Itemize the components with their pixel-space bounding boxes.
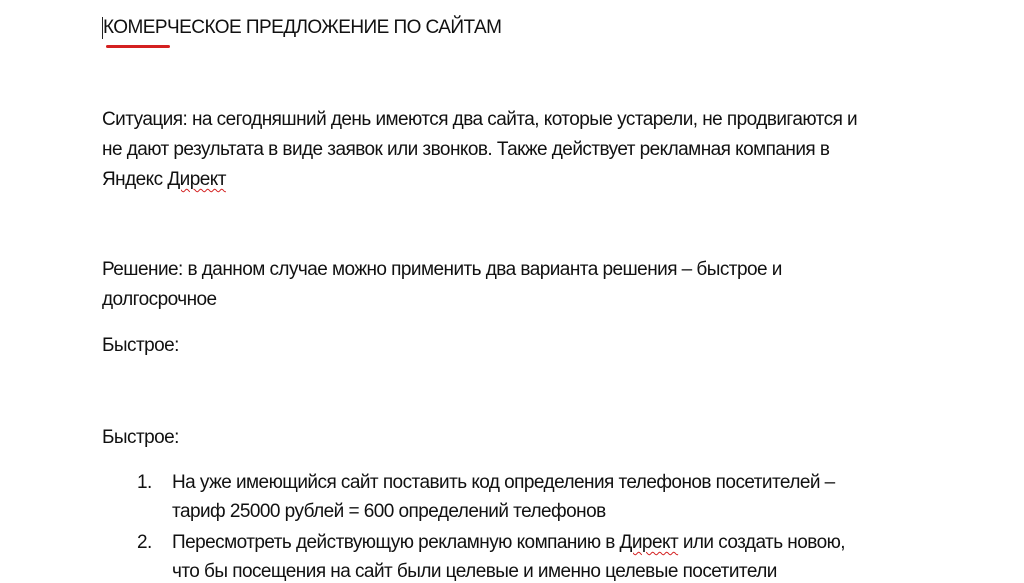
document-title: КОМЕРЧЕСКОЕ ПРЕДЛОЖЕНИЕ ПО САЙТАМ (103, 17, 502, 38)
situation-line-3 (102, 169, 226, 191)
heading-fast: Быстрое: (102, 335, 179, 356)
misspelled-word[interactable]: Директ (619, 532, 679, 553)
list-item-line-1 (172, 532, 845, 554)
misspelled-word[interactable]: Директ (167, 169, 226, 190)
situation-line-3-prefix: Яндекс (102, 169, 168, 190)
solution-line-2: долгосрочное (102, 289, 217, 310)
list-number: 2. (137, 532, 152, 553)
heading-fast-2: Быстрое: (102, 427, 179, 448)
list-item-line-1: На уже имеющийся сайт поставить код определения телефонов посетителей – (172, 472, 835, 493)
situation-line-2: не дают результата в виде заявок или звонков. Также действует рекламная компания в (102, 139, 830, 160)
list-number: 1. (137, 472, 152, 493)
list-item-line-2: тариф 25000 рублей = 600 определений телефонов (172, 501, 606, 522)
situation-line-1: Ситуация: на сегодняшний день имеются два сайта, которые устарели, не продвигаются и (102, 109, 858, 130)
solution-line-1: Решение: в данном случае можно применить два варианта решения – быстрое и (102, 259, 782, 280)
list-item-suffix: или создать новою, (678, 532, 846, 553)
spellcheck-underline (106, 45, 170, 48)
list-item-prefix: Пересмотреть действующую рекламную компанию в (172, 532, 620, 553)
list-item-line-2: что бы посещения на сайт были целевые и именно целевые посетители (172, 561, 777, 582)
